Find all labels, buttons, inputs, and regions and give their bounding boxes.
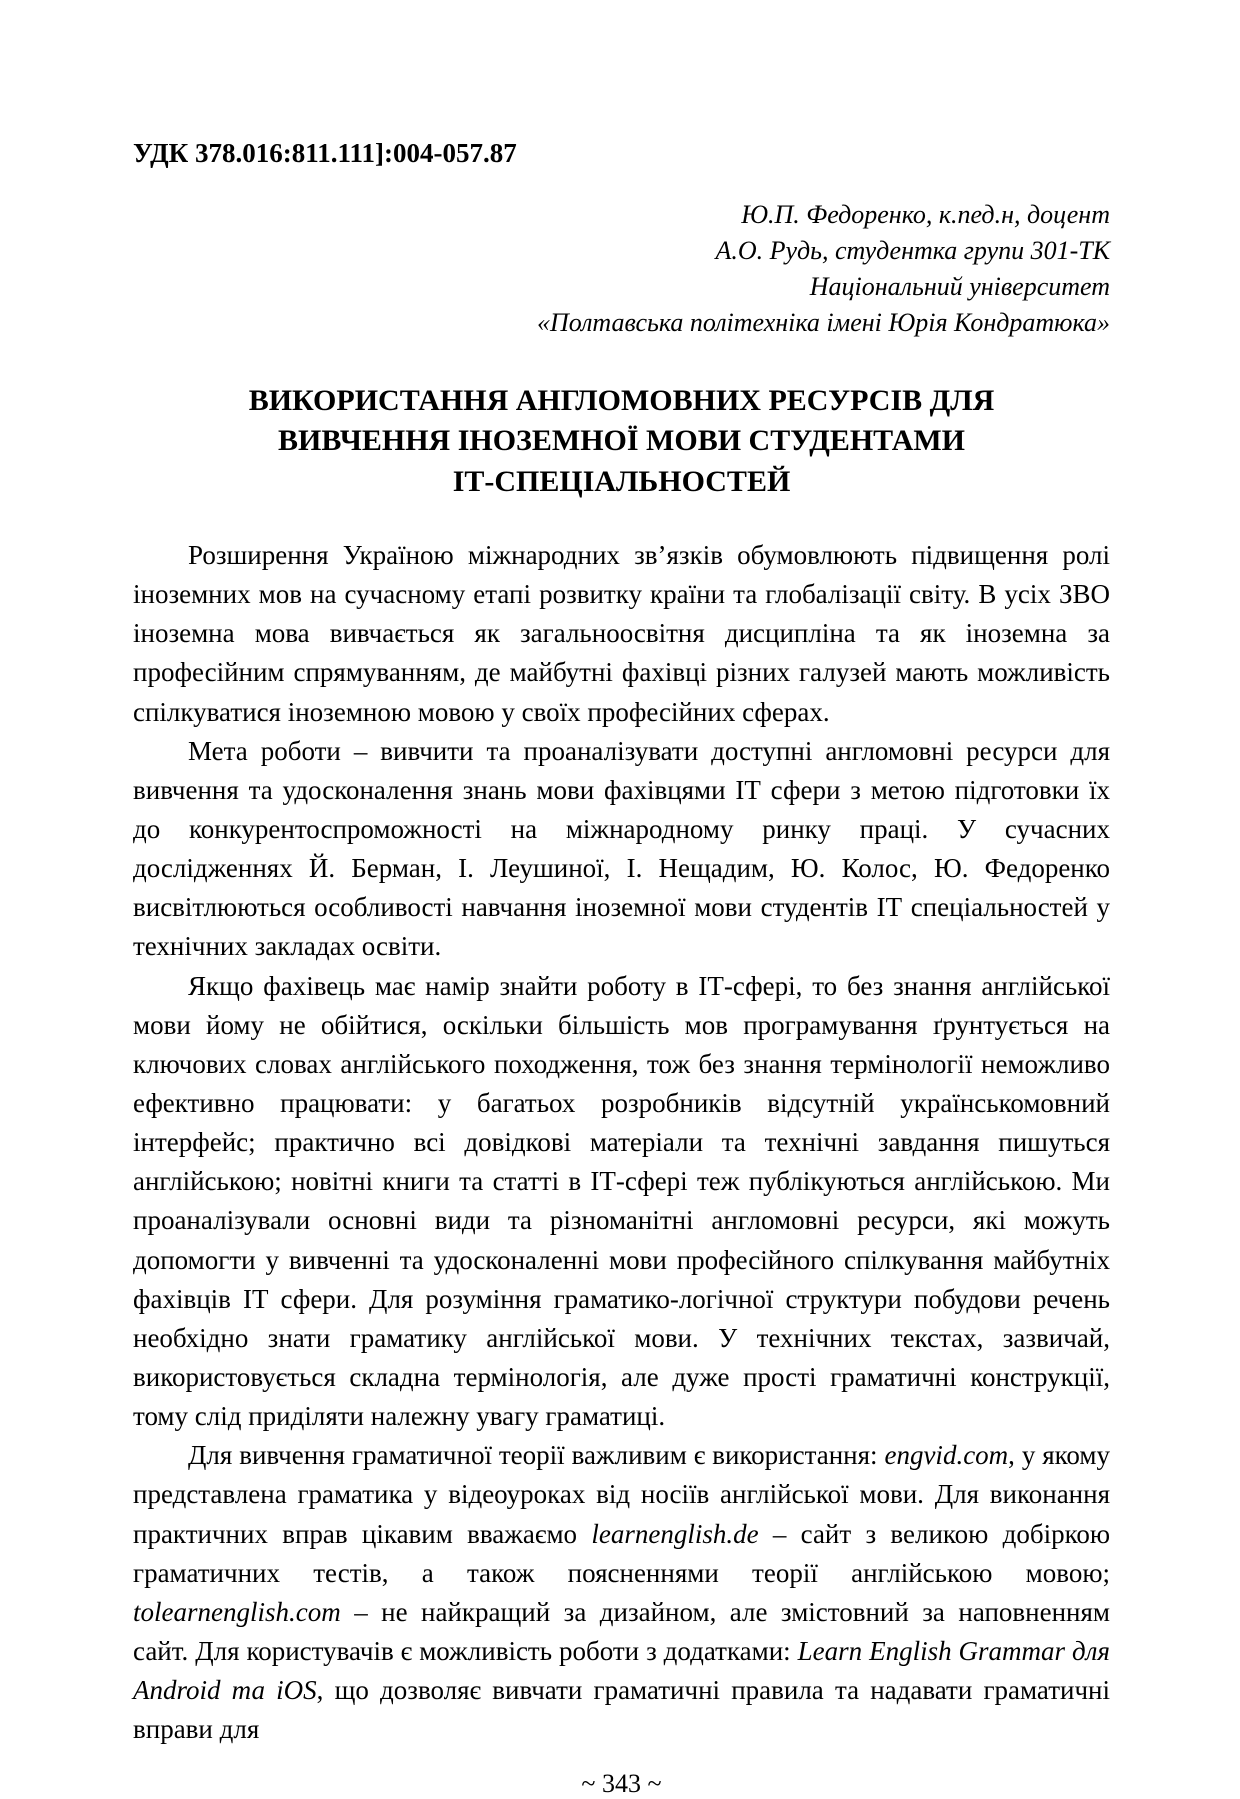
author-line: Ю.П. Федоренко, к.пед.н, доцент bbox=[741, 200, 1110, 229]
italic-run: engvid.com bbox=[884, 1440, 1009, 1471]
article-title-line: ВИКОРИСТАННЯ АНГЛОМОВНИХ РЕСУРСІВ ДЛЯ bbox=[248, 383, 995, 417]
udc-code: УДК 378.016:811.111]:004-057.87 bbox=[133, 138, 517, 168]
article-body bbox=[133, 536, 1110, 1749]
author-block bbox=[133, 197, 1110, 341]
article-title bbox=[133, 381, 1110, 503]
text-run: – не найкращий за дизайном, але змістовний за наповненням сайт. Для користувачів є можливість роботи з додатками: bbox=[133, 1596, 1110, 1666]
paragraph bbox=[133, 967, 1110, 1437]
italic-run: Learn English Grammar для Android та iOS bbox=[133, 1635, 1110, 1706]
paragraph bbox=[133, 1436, 1110, 1749]
article-title-line: ІТ-СПЕЦІАЛЬНОСТЕЙ bbox=[452, 464, 791, 498]
italic-run: learnenglish.de bbox=[591, 1518, 759, 1549]
author-line: А.О. Рудь, студентка групи 301-ТК bbox=[715, 235, 1110, 265]
text-run: Для вивчення граматичної теорії важливим є використання: bbox=[188, 1440, 885, 1471]
page-number: ~ 343 ~ bbox=[581, 1769, 662, 1799]
text-run: Якщо фахівець має намір знайти роботу в ІТ-сфері, то без знання англійської мови йому не обійтися, оскільки більшість мов програмування ґрунтується на ключових словах англійського походження, тож без знання термінології неможливо ефективно працювати: у багатьох розробників відсутній українськомовний інтерфейс; практично всі довідкові матеріали та технічні завдання пишуться англійською; новітні книги та статті в ІТ-сфері теж публікуються англійською. Ми проаналізували основні види та різноманітні англомовні ресурси, які можуть допомогти у вивченні та удосконаленні мови професійного спілкування майбутніх фахівців ІТ сфери. Для розуміння граматико-логічної структури побудови речень необхідно знати граматику англійської мови. У технічних текстах, зазвичай, використовується складна термінологія, але дуже прості граматичні конструкції, тому слід приділяти належну увагу граматиці. bbox=[133, 970, 1110, 1432]
text-run: , що дозволяє вивчати граматичні правила та надавати граматичні вправи для bbox=[133, 1675, 1111, 1745]
affiliation-line: Національний університет bbox=[809, 271, 1110, 301]
paragraph bbox=[133, 536, 1110, 732]
affiliation-line: «Полтавська політехніка імені Юрія Кондратюка» bbox=[536, 307, 1110, 337]
paragraph bbox=[133, 732, 1110, 967]
text-run: Розширення Україною міжнародних зв’язків обумовлюють підвищення ролі іноземних мов на сучасному етапі розвитку країни та глобалізації світу. В усіх ЗВО іноземна мова вивчається як загальноосвітня дисципліна та як іноземна за професійним спрямуванням, де майбутні фахівці різних галузей мають можливість спілкуватися іноземною мовою у своїх професійних сферах. bbox=[133, 540, 1110, 727]
article-title-line: ВИВЧЕННЯ ІНОЗЕМНОЇ МОВИ СТУДЕНТАМИ bbox=[277, 424, 966, 457]
italic-run: tolearnenglish.com bbox=[133, 1596, 341, 1627]
text-run: – сайт з великою добіркою граматичних тестів, а також поясненнями теорії англійською мовою; bbox=[133, 1518, 1110, 1588]
text-run: Мета роботи – вивчити та проаналізувати доступні англомовні ресурси для вивчення та удосконалення знань мови фахівцями ІТ сфери з метою підготовки їх до конкурентоспроможності на міжнародному ринку праці. У сучасних дослідженнях Й. Берман, І. Леушиної, І. Нещадим, Ю. Колос, Ю. Федоренко висвітлюються особливості навчання іноземної мови студентів ІТ спеціальностей у технічних закладах освіти. bbox=[133, 735, 1110, 962]
text-run: , у якому представлена граматика у відеоуроках від носіїв англійської мови. Для виконання практичних вправ цікавим вважаємо bbox=[133, 1440, 1110, 1549]
